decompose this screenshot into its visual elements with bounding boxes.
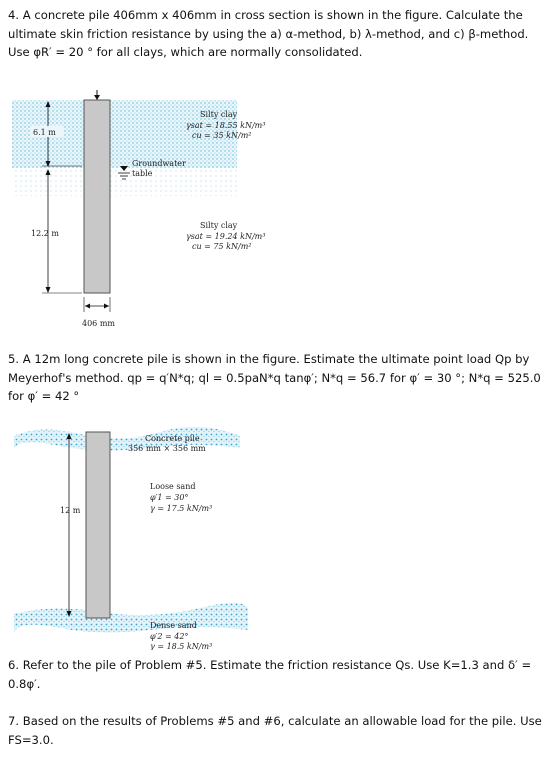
- loose-sand-phi: φ′1 = 30°: [150, 493, 189, 502]
- problem-7-text: 7. Based on the results of Problems #5 and #6, calculate an allowable load for the pile. Use FS=3.0.: [8, 714, 542, 747]
- dense-sand-name: Dense sand: [150, 621, 197, 630]
- layer2-cu: cu = 75 kN/m²: [192, 242, 252, 251]
- depth-label-bottom: 12.2 m: [31, 229, 59, 238]
- ground-surface: [14, 427, 240, 451]
- problem-5-text: 5. A 12m long concrete pile is shown in the figure. Estimate the ultimate point load Qp by Meyerhof's method. qp = q′N*q; ql = 0.5paN*q tanφ′; N*q = 56.7 for φ′ = 30 °; N*q = 525.0 for φ′ = 42 °: [8, 352, 541, 403]
- loose-sand-name: Loose sand: [150, 482, 196, 491]
- pile: [86, 432, 110, 618]
- problem-4-text: 4. A concrete pile 406mm x 406mm in cross section is shown in the figure. Calculate the ultimate skin friction resistance by using the a) α-method, b) λ-method, and c) β-method. Use φR′ = 20 ° for all clays, which are normally consolidated.: [8, 8, 529, 59]
- pile-label-1: Concrete pile: [145, 434, 200, 443]
- pile: [84, 100, 110, 293]
- groundwater-label-1: Groundwater: [132, 159, 186, 168]
- layer1-name: Silty clay: [200, 110, 238, 119]
- dense-sand-layer: [14, 603, 248, 633]
- clay-layer-fringe: [12, 168, 237, 196]
- dense-sand-gamma: γ = 18.5 kN/m³: [150, 642, 213, 650]
- groundwater-label-2: table: [132, 169, 153, 178]
- pile-label-2: 356 mm × 356 mm: [128, 444, 206, 453]
- layer1-gamma: γsat = 18.55 kN/m³: [186, 121, 266, 130]
- layer2-name: Silty clay: [200, 221, 238, 230]
- layer2-gamma: γsat = 19.24 kN/m³: [186, 232, 266, 241]
- problem-6-text: 6. Refer to the pile of Problem #5. Estimate the friction resistance Qs. Use K=1.3 and δ′ = 0.8φ′.: [8, 658, 532, 691]
- layer1-cu: cu = 35 kN/m²: [192, 131, 252, 140]
- problem-5-figure: [0, 418, 556, 650]
- depth-label-top: 6.1 m: [33, 128, 56, 137]
- width-label: 406 mm: [82, 319, 115, 328]
- loose-sand-gamma: γ = 17.5 kN/m³: [150, 504, 213, 513]
- problem-4-figure: [0, 90, 556, 340]
- length-label: 12 m: [60, 506, 81, 515]
- dense-sand-phi: φ′2 = 42°: [150, 632, 189, 641]
